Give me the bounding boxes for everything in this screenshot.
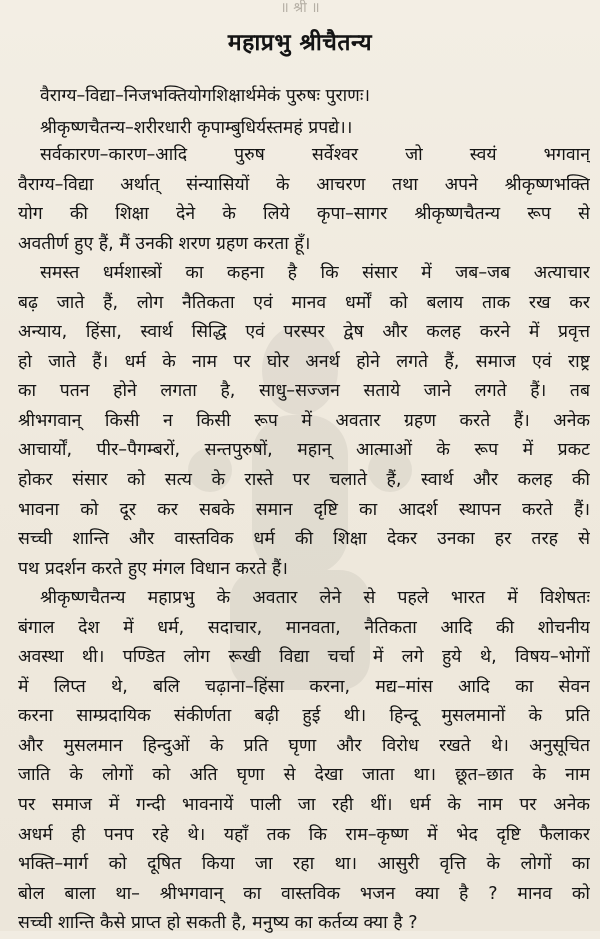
text-line: बोल बाला था– श्रीभगवान् का वास्तविक भजन क्या है ? मानव को [18, 883, 590, 904]
paragraph-1 [18, 141, 590, 259]
text-line: पर समाज में गन्दी भावनायें पाली जा रही थीं। धर्म के नाम पर अनेक [18, 795, 590, 816]
text-line: और मुसलमान हिन्दुओं के प्रति घृणा और विरोध रखते थे। अनुसूचित [18, 735, 590, 756]
page-title: महाप्रभु श्रीचैतन्य [227, 30, 373, 56]
shloka-line-1: वैराग्य–विद्या–निजभक्तियोगशिक्षार्थमेकं पुरुषः पुराणः। [40, 86, 370, 106]
text-line: श्रीभगवान् किसी न किसी रूप में अवतार ग्रहण करते हैं। अनेक [18, 410, 590, 431]
text-line: का पतन होने लगता है, साधु–सज्जन सताये जाने लगते हैं। तब [18, 381, 590, 402]
text-line: सर्वकारण–कारण–आदि पुरुष सर्वेश्वर जो स्वयं भगवान् [40, 145, 590, 165]
text-line: बंगाल देश में धर्म, सदाचार, मानवता, नैतिकता आदि की शोचनीय [18, 617, 590, 638]
text-line: आचार्यों, पीर–पैगम्बरों, सन्तपुरुषों, महान् आत्माओं के रूप में प्रकट [18, 440, 590, 461]
text-line: सच्ची शान्ति और वास्तविक धर्म की शिक्षा देकर उनका हर तरह से [18, 529, 590, 550]
text-line: करना साम्प्रदायिक संकीर्णता बढ़ी हुई थी। हिन्दू मुसलमानों के प्रति [18, 706, 590, 727]
paragraph-3 [18, 584, 590, 939]
text-line: होकर संसार को सत्य के रास्ते पर चलाते हैं, स्वार्थ और कलह की [18, 470, 590, 491]
text-line: अवस्था थी। पण्डित लोग रूखी विद्या चर्चा में लगे हुये थे, विषय–भोगों [18, 647, 590, 668]
text-line: भावना को दूर कर सबके समान दृष्टि का आदर्श स्थापन करते हैं। [18, 499, 590, 520]
text-line: सच्ची शान्ति कैसे प्राप्त हो सकती है, मनुष्य का कर्तव्य क्या है ? [18, 913, 418, 934]
text-line: अधर्म ही पनप रहे थे। यहाँ तक कि राम–कृष्ण में भेद दृष्टि फैलाकर [18, 824, 590, 845]
paragraph-2 [18, 259, 590, 584]
text-line: श्रीकृष्णचैतन्य महाप्रभु के अवतार लेने से पहले भारत में विशेषतः [40, 588, 590, 609]
text-line: समस्त धर्मशास्त्रों का कहना है कि संसार में जब–जब अत्याचार [40, 263, 590, 284]
text-line: अवतीर्ण हुए हैं, मैं उनकी शरण ग्रहण करता हूँ। [18, 233, 311, 254]
text-line: हो जाते हैं। धर्म के नाम पर घोर अनर्थ होने लगते हैं, समाज एवं राष्ट्र [18, 351, 590, 372]
text-line: जाति के लोगों को अति घृणा से देखा जाता था। छूत–छात के नाम [18, 765, 590, 786]
text-line: में लिप्त थे, बलि चढ़ाना–हिंसा करना, मद्य–मांस आदि का सेवन [18, 676, 590, 697]
text-line: भक्ति–मार्ग को दूषित किया जा रहा था। आसुरी वृत्ति के लोगों का [18, 854, 590, 875]
header-top-mark: ॥ श्री ॥ [280, 0, 320, 16]
text-line: बढ़ जाते हैं, लोग नैतिकता एवं मानव धर्मों को बलाय ताक रख कर [18, 292, 590, 313]
body-text [18, 141, 590, 939]
text-line: अन्याय, हिंसा, स्वार्थ सिद्धि एवं परस्पर द्वेष और कलह करने में प्रवृत्त [18, 322, 590, 343]
text-line: योग की शिक्षा देने के लिये कृपा–सागर श्रीकृष्णचैतन्य रूप से [18, 204, 590, 225]
text-line: वैराग्य–विद्या अर्थात् संन्यासियों के आचरण तथा अपने श्रीकृष्णभक्ति [18, 174, 590, 195]
shloka-line-2: श्रीकृष्णचैतन्य–शरीरधारी कृपाम्बुधिर्यस्तमहं प्रपद्ये।। [40, 118, 353, 138]
text-line: पथ प्रदर्शन करते हुए मंगल विधान करते हैं। [18, 558, 288, 579]
